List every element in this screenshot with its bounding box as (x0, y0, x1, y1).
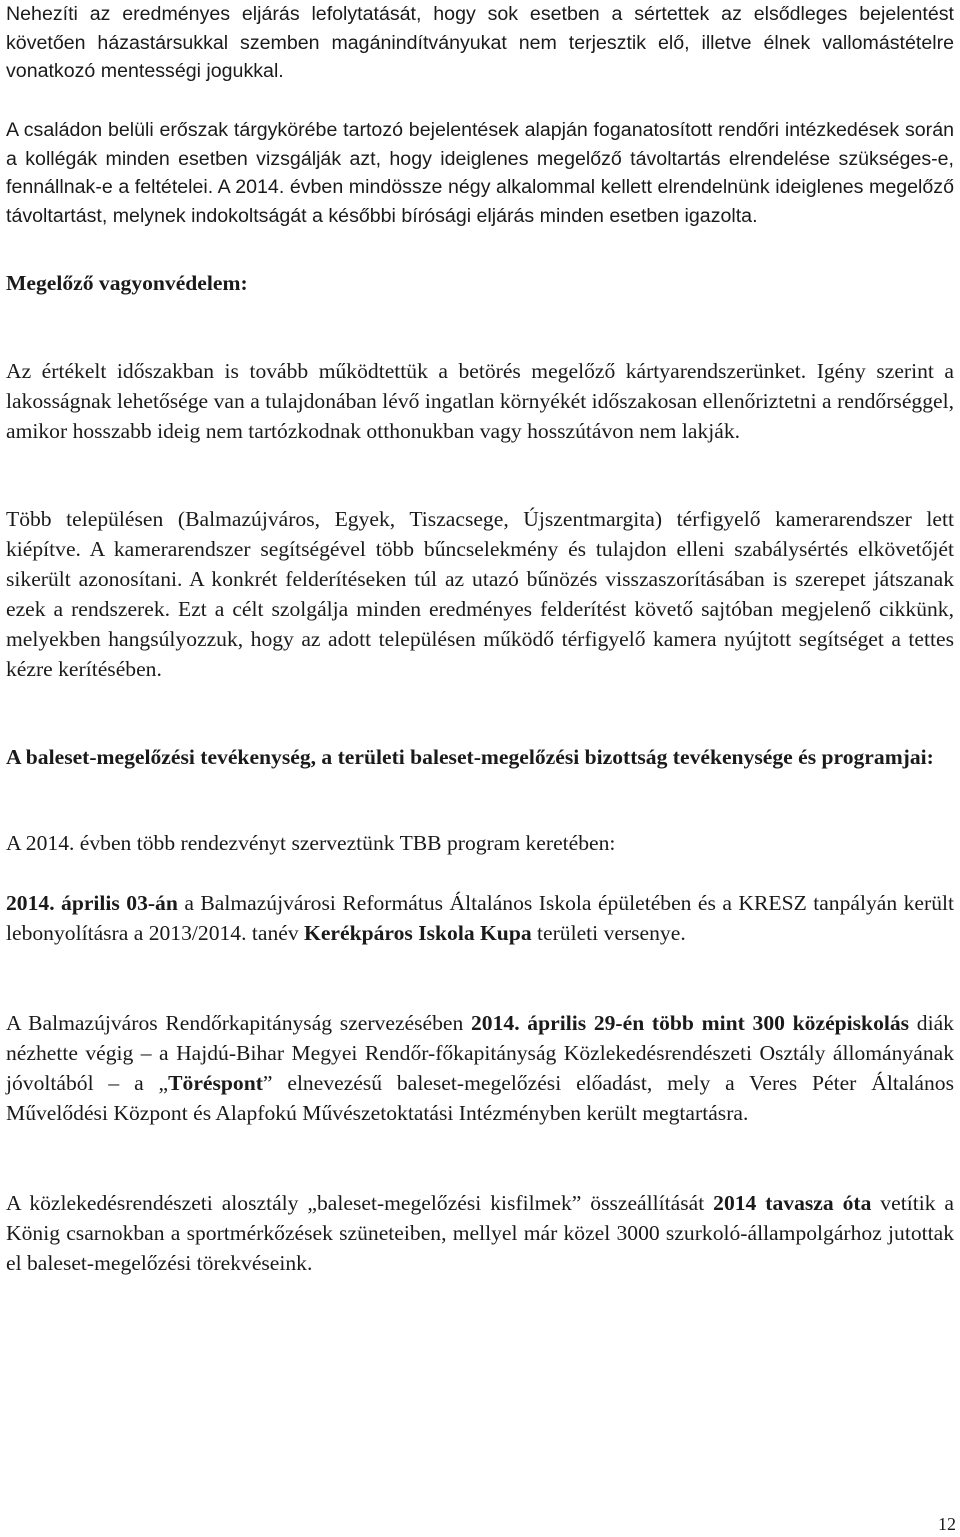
event-date: 2014. április 29-én több mint 300 középiskolás (471, 1011, 910, 1035)
page-number: 12 (938, 1514, 956, 1534)
text-segment: területi versenye. (531, 921, 686, 945)
event-date: 2014 tavasza óta (713, 1191, 872, 1215)
paragraph-breakpoint-lecture (6, 1008, 954, 1128)
paragraph-domestic-violence: A családon belüli erőszak tárgykörébe tartozó bejelentések alapján foganatosított rendőri intézkedések során a kollégák minden esetben vizsgálják azt, hogy ideiglenes megelőző távoltartás elrendelése szükséges-e, fennállnak-e a feltételei. A 2014. évben mindössze négy alkalommal kellett elrendelnünk ideiglenes megelőző távoltartást, melynek indokoltságát a későbbi bírósági eljárás minden esetben igazolta. (6, 119, 954, 227)
event-name: Kerékpáros Iskola Kupa (304, 921, 532, 945)
text-segment: vetítik a König csarnokban a sportmérkőzések szüneteiben, mellyel már közel 3000 szurkoló-állampolgárhoz jutottak el baleset-megelőzési törekvéseink. (6, 1191, 955, 1275)
text-segment: ” elnevezésű baleset-megelőzési előadást, mely a Veres Péter Általános Művelődési Központ és Alapfokú Művészetoktatási Intézményben került megtartásra. (6, 1071, 954, 1125)
event-date: 2014. április 03-án (6, 891, 178, 915)
paragraph-camera-system: Több településen (Balmazújváros, Egyek, Tiszacsege, Újszentmargita) térfigyelő kamerarendszer lett kiépítve. A kamerarendszer segítségével több bűncselekmény és tulajdon elleni szabálysértés elkövetőjét sikerült azonosítani. A konkrét felderítéseken túl az utazó bűnözés visszaszorításában is szerepet játszanak ezek a rendszerek. Ezt a célt szolgálja minden eredményes felderítést követő sajtóban megjelenő cikkünk, melyekben hangsúlyozzuk, hogy az adott településen működő térfigyelő kamera nyújtott segítséget a tettes kézre kerítésében. (6, 507, 954, 681)
text-segment: A közlekedésrendészeti alosztály „baleset-megelőzési kisfilmek” összeállítását (6, 1191, 714, 1215)
text-segment: A Balmazújváros Rendőrkapitányság szervezésében (6, 1011, 471, 1035)
text-segment: diák nézhette végig – a Hajdú-Bihar Megyei Rendőr-főkapitányság Közlekedésrendészeti Osztály állományának jóvoltából – a „ (6, 1011, 954, 1095)
heading-property-protection: Megelőző vagyonvédelem: (6, 271, 248, 295)
text-segment: a Balmazújvárosi Református Általános Iskola épületében és a KRESZ tanpályán került lebonyolításra a 2013/2014. tanév (6, 891, 954, 945)
paragraph-prosecution: Nehezíti az eredményes eljárás lefolytatását, hogy sok esetben a sértettek az elsődleges bejelentést követően házastársukkal szemben magánindítványukat nem terjesztik elő, illetve élnek vallomástételre vonatkozó mentességi jogukkal. (6, 3, 954, 83)
heading-accident-prevention: A baleset-megelőzési tevékenység, a területi baleset-megelőzési bizottság tevékenysége és programjai: (6, 745, 934, 769)
event-name: Töréspont (168, 1071, 263, 1095)
paragraph-events-intro: A 2014. évben több rendezvényt szerveztünk TBB program keretében: (6, 831, 616, 855)
paragraph-bicycle-cup (6, 888, 954, 948)
paragraph-card-system: Az értékelt időszakban is tovább működtettük a betörés megelőző kártyarendszerünket. Igény szerint a lakosságnak lehetősége van a tulajdonában lévő ingatlan környékét időszakosan ellenőriztetni a rendőrséggel, amikor hosszabb ideig nem tartózkodnak otthonukban vagy hosszútávon nem lakják. (6, 359, 954, 443)
paragraph-short-films (6, 1188, 954, 1278)
